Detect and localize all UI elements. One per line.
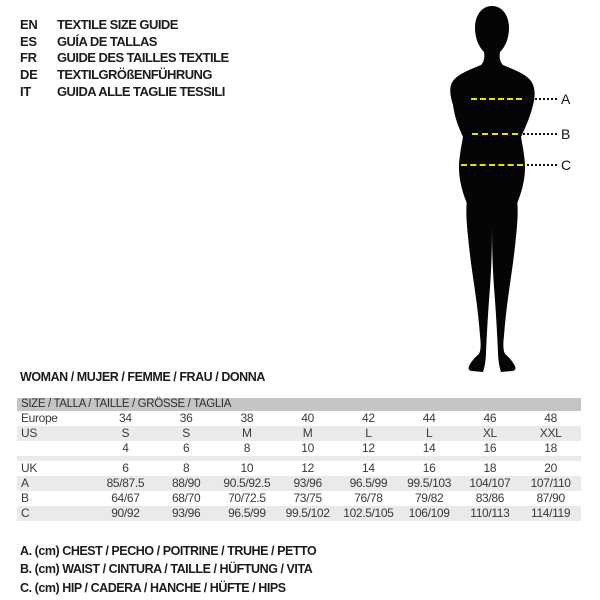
cell: 99.5/103 [407, 476, 452, 490]
hip-leader-line [527, 164, 557, 166]
row-label: C [21, 506, 30, 520]
language-row [20, 34, 229, 51]
language-code: DE [20, 67, 38, 83]
row-label: US [21, 426, 37, 440]
measurement-legend [20, 544, 316, 599]
cell: 68/70 [171, 491, 201, 505]
legend-chest: A. (cm) CHEST / PECHO / POITRINE / TRUHE / PETTO [20, 544, 317, 558]
cell: 16 [422, 461, 436, 475]
table-row-us-numeric [17, 441, 581, 456]
language-title: TEXTILE SIZE GUIDE [57, 17, 178, 32]
cell: 102.5/105 [343, 506, 394, 520]
hip-measure-line [461, 164, 523, 166]
cell: 64/67 [111, 491, 140, 505]
language-code: FR [20, 50, 37, 66]
size-table [17, 398, 581, 521]
table-row-uk [17, 461, 581, 476]
cell: 93/96 [171, 506, 201, 520]
cell: 48 [544, 411, 557, 425]
cell: 90.5/92.5 [223, 476, 271, 490]
cell: 12 [362, 441, 375, 455]
cell: M [302, 426, 313, 440]
cell: 10 [240, 461, 254, 475]
row-label: UK [21, 461, 37, 475]
hip-marker-label: C [561, 157, 571, 173]
waist-marker-label: B [561, 126, 571, 142]
cell: 16 [483, 441, 497, 455]
table-row-chest [17, 476, 581, 491]
cell: 36 [179, 411, 193, 425]
cell: 6 [122, 461, 129, 475]
cell: L [365, 426, 372, 440]
row-label [17, 441, 95, 456]
waist-measure-line [472, 133, 518, 135]
cell: XXL [539, 426, 562, 440]
row-label: A [21, 476, 29, 490]
cell: 96.5/99 [349, 476, 388, 490]
language-row [20, 50, 229, 67]
language-row [20, 84, 229, 101]
cell: 14 [422, 441, 436, 455]
table-row-hip [17, 506, 581, 521]
cell: 73/75 [293, 491, 322, 505]
cell: 90/92 [111, 506, 140, 520]
cell: 18 [544, 441, 557, 455]
table-row-us [17, 426, 581, 441]
table-row-europe [17, 411, 581, 426]
cell: 14 [362, 461, 375, 475]
cell: 107/110 [530, 476, 571, 490]
cell: 20 [544, 461, 557, 475]
cell: 93/96 [293, 476, 322, 490]
cell: 85/87.5 [106, 476, 145, 490]
woman-silhouette-image [422, 2, 592, 374]
cell: 76/78 [354, 491, 383, 505]
legend-waist: B. (cm) WAIST / CINTURA / TAILLE / HÜFTUNG / VITA [20, 562, 313, 577]
language-row [20, 67, 229, 84]
cell: 42 [362, 411, 375, 425]
cell: 96.5/99 [228, 506, 266, 520]
chest-marker-label: A [561, 91, 571, 107]
legend-hip: C. (cm) HIP / CADERA / HANCHE / HÜFTE / HIPS [20, 580, 286, 595]
table-row-waist [17, 491, 581, 506]
cell: S [182, 426, 190, 440]
cell: 87/90 [536, 491, 565, 505]
language-title: TEXTILGRÖßENFÜHRUNG [57, 67, 212, 83]
row-label: B [21, 491, 29, 505]
cell: 38 [240, 411, 254, 425]
language-code: IT [20, 83, 31, 99]
cell: 8 [243, 441, 251, 455]
language-row [20, 17, 229, 34]
cell: 4 [122, 441, 129, 455]
row-label: Europe [21, 411, 58, 425]
cell: 70/72.5 [228, 491, 266, 505]
cell: 104/107 [469, 476, 511, 490]
cell: 18 [483, 461, 497, 475]
cell: 106/109 [408, 506, 450, 520]
cell: L [425, 426, 433, 440]
cell: XL [482, 426, 497, 440]
size-table-header: SIZE / TALLA / TAILLE / GRÖSSE / TAGLIA [17, 398, 581, 411]
cell: 44 [422, 411, 436, 425]
cell: 34 [119, 411, 132, 425]
cell: 114/119 [531, 506, 571, 520]
cell: 8 [182, 461, 190, 475]
cell: 6 [182, 441, 190, 455]
cell: M [242, 426, 252, 440]
language-code: ES [20, 33, 37, 49]
chest-measure-line [471, 98, 522, 100]
cell: 79/82 [414, 491, 444, 505]
cell: S [121, 426, 130, 440]
cell: 83/86 [475, 491, 505, 505]
language-code: EN [20, 17, 38, 32]
cell: 88/90 [171, 476, 201, 490]
language-title: GUÍA DE TALLAS [57, 33, 157, 49]
chest-leader-line [531, 98, 557, 100]
cell: 110/113 [470, 506, 510, 520]
waist-leader-line [519, 133, 557, 135]
cell: 12 [301, 461, 314, 475]
gender-heading: WOMAN / MUJER / FEMME / FRAU / DONNA [20, 370, 265, 384]
language-title: GUIDE DES TAILLES TEXTILE [57, 50, 229, 66]
cell: 40 [301, 411, 314, 425]
language-heading-list [20, 17, 229, 100]
language-title: GUIDA ALLE TAGLIE TESSILI [57, 83, 225, 99]
cell: 99.5/102 [285, 506, 330, 520]
cell: 46 [483, 411, 497, 425]
cell: 10 [301, 441, 314, 455]
